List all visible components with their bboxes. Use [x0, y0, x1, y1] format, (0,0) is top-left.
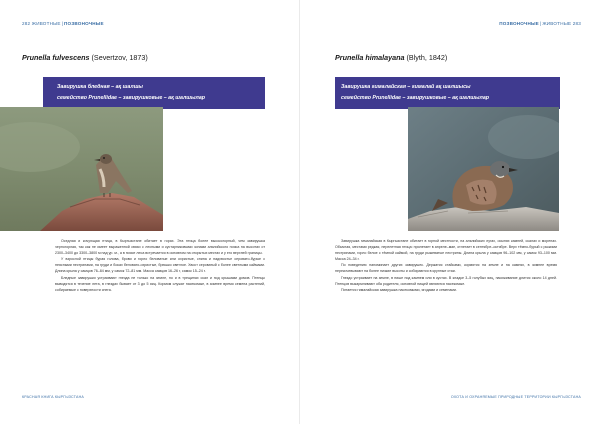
description-paragraph: Завирушка гималайская в Кыргызстане обитает в горной местности, на альпийских лугах, осыпях камней, скалах и моренах. Обычная, местами редкая, перелетная птица: прилетает в апреле–мае, отлетает в сентябре–октябре. Верх тёмно-бурый с рыжими пестринами, горло белое с тёмной каймой, на груди рыжеватые пестрины. Длина крыла у самцов 96–102 мм, у самок 93–100 мм. Масса 24–34 г.	[335, 239, 557, 262]
bird-photo	[0, 107, 163, 231]
running-head-left	[22, 21, 104, 26]
running-head-subsection: ЖИВОТНЫЕ	[542, 21, 572, 26]
bird-photo	[408, 107, 559, 231]
species-name-band	[43, 77, 265, 109]
description-paragraph: По поведению напоминает других завирушек. Держатся стайками, кормятся на земле и на камнях, в зимнее время перекочевывают на более низкие высоты и собираются в крупные стаи.	[335, 263, 557, 274]
running-head-separator: |	[61, 21, 64, 26]
page-footer: КРАСНАЯ КНИГА КЫРГЫЗСТАНА	[22, 395, 84, 399]
running-head-section: ПОЗВОНОЧНЫЕ	[499, 21, 539, 26]
page-footer: ОХОТА И ОХРАНЯЕМЫЕ ПРИРОДНЫЕ ТЕРРИТОРИИ КЫРГЫЗСТАНА	[450, 395, 581, 399]
species-author: (Severtzov, 1873)	[91, 53, 148, 62]
page-number: 282	[22, 21, 31, 26]
description-paragraph: Питается гималайская завирушка насекомыми, ягодами и семенами.	[341, 287, 457, 292]
running-head-section: ЖИВОТНЫЕ	[31, 21, 61, 26]
species-title	[335, 53, 447, 62]
running-head-subsection: ПОЗВОНОЧНЫЕ	[64, 21, 104, 26]
band-family: семейство Prunellidae – завирушковые – ақ шалшылар	[57, 95, 206, 101]
bird-photo-image	[0, 107, 163, 231]
description-paragraph: Гнездо устраивает на земле, в нише под камнем или в кустах. В кладке 3–5 голубых яиц, насиживание длится около 14 дней. Птенцов выкармливают оба родителя, основной пищей являются насекомые.	[335, 275, 557, 286]
running-head-separator: |	[539, 21, 542, 26]
right-page	[300, 0, 600, 424]
band-common-name: Завирушка гималайская – гималай ақ шалшысы	[341, 84, 471, 90]
species-name-band	[335, 77, 560, 109]
species-latin-name: Prunella himalayana	[335, 53, 405, 62]
band-family: семейство Prunellidae – завирушковые – ақ шалшылар	[341, 95, 490, 101]
page-number: 283	[572, 21, 581, 26]
species-description	[55, 238, 265, 293]
species-author: (Blyth, 1842)	[406, 53, 448, 62]
description-paragraph: Бледные завирушки устраивают гнезда не только на земле, но и в трещинах скал и под крышами домов. Птенцы выводятся в течение лета, в гнездах бывает от 3 до 5 яиц. Кормом служат насекомые, в зимнее время семена растений, собираемые с поверхности снега.	[55, 275, 265, 292]
description-paragraph: У взрослой птицы бурая голова, брови и горло беловатые или охристые, спина и надхвостье серовато-бурые с неясными пестринами, на груди и боках беловато-охристые, брюшко светлое. Хвост сероватый с более светлыми каймами. Длина крыла у самцов 76–84 мм, у самок 72–81 мм. Масса самцов 16–26 г, самок 15–24 г.	[55, 257, 265, 274]
band-common-name: Завирушка бледная – ақ шалшы	[57, 84, 143, 90]
species-description	[335, 238, 557, 293]
bird-photo-image	[408, 107, 559, 231]
species-title	[22, 53, 148, 62]
species-latin-name: Prunella fulvescens	[22, 53, 90, 62]
running-head-right	[499, 21, 581, 26]
description-paragraph: Оседлая и кочующая птица, в Кыргызстане обитает в горах. Эта птица более высокогорный, чем завирушка черногорлая, так как не имеет выраженной связи с лесными и кустарниковыми зонами альпийского пояса на высотах от 2300–3400 до 3300–3800 м над ур. м., а в поясе леса встречается в основном на открытых местах и у его верхней границы.	[55, 239, 265, 256]
